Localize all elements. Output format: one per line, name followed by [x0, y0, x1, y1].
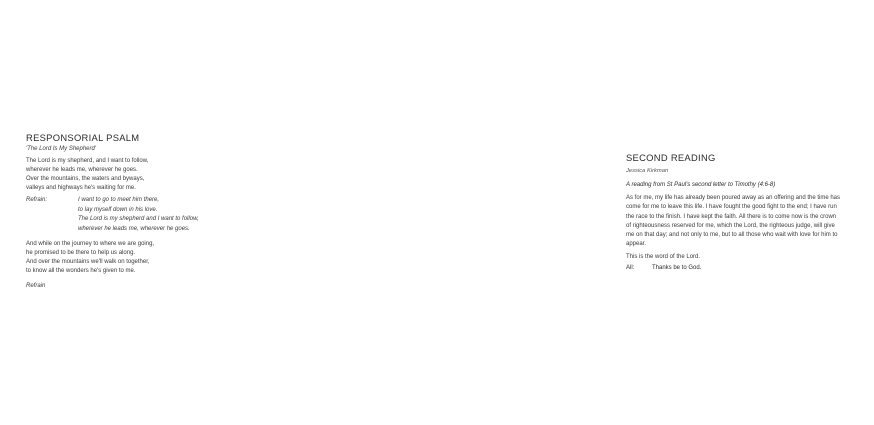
verse-line: And while on the journey to where we are going,	[26, 241, 155, 248]
refrain-line: wherever he leads me, wherever he goes.	[78, 225, 190, 232]
left-page	[0, 0, 300, 425]
reader-name: Jessica Kirkman	[626, 168, 669, 174]
refrain-line: The Lord is my shepherd and I want to follow,	[78, 216, 199, 223]
refrain-line: I want to go to meet him there,	[78, 197, 160, 203]
verse-line: Over the mountains, the waters and byways,	[26, 176, 145, 182]
psalm-heading: RESPONSORIAL PSALM	[26, 132, 140, 143]
refrain-label: Refrain:	[26, 197, 48, 203]
verse-line: he promised to be there to help us along.	[26, 250, 136, 257]
reading-body	[626, 194, 874, 250]
reading-citation: A reading from St Paul's second letter to Timothy (4:6-8)	[626, 182, 776, 188]
word-of-lord: This is the word of the Lord.	[626, 253, 701, 260]
body-line: As for me, my life has already been poured away as an offering and the time has	[626, 195, 841, 201]
refrain-line: to lay myself down in his love.	[78, 206, 158, 213]
reading-heading: SECOND READING	[626, 152, 716, 163]
second-reading-section	[626, 152, 874, 271]
psalm-verse-2	[26, 240, 276, 276]
refrain-repeat: Refrain	[26, 283, 46, 290]
response-text: Thanks be to God.	[652, 264, 702, 271]
verse-line: And over the mountains we'll walk on together,	[26, 259, 150, 266]
body-line: appear.	[626, 241, 647, 248]
response-label: All:	[626, 264, 635, 271]
responsorial-psalm-section	[26, 132, 276, 289]
right-page	[300, 0, 841, 425]
body-line: come for me to leave this life. I have fought the good fight to the end; I have run	[626, 204, 837, 211]
verse-line: wherever he leads me, wherever he goes.	[26, 167, 138, 173]
refrain-lines	[78, 196, 199, 234]
psalm-subtitle: 'The Lord Is My Shepherd'	[26, 146, 96, 152]
body-line: of righteousness reserved for me, which the Lord, the righteous judge, will give	[626, 222, 835, 229]
psalm-verse-1	[26, 157, 276, 193]
psalm-refrain	[26, 196, 276, 234]
verse-line: valleys and highways he's waiting for me.	[26, 185, 136, 191]
body-line: me on that day; and not only to me, but to all those who wait with love for him to	[626, 232, 838, 239]
verse-line: to know all the wonders he's given to me.	[26, 268, 136, 275]
verse-line: The Lord is my shepherd, and I want to follow,	[26, 158, 149, 164]
congregation-response	[626, 265, 874, 271]
body-line: the race to the finish. I have kept the faith. All there is to come now is the crown	[626, 213, 837, 220]
